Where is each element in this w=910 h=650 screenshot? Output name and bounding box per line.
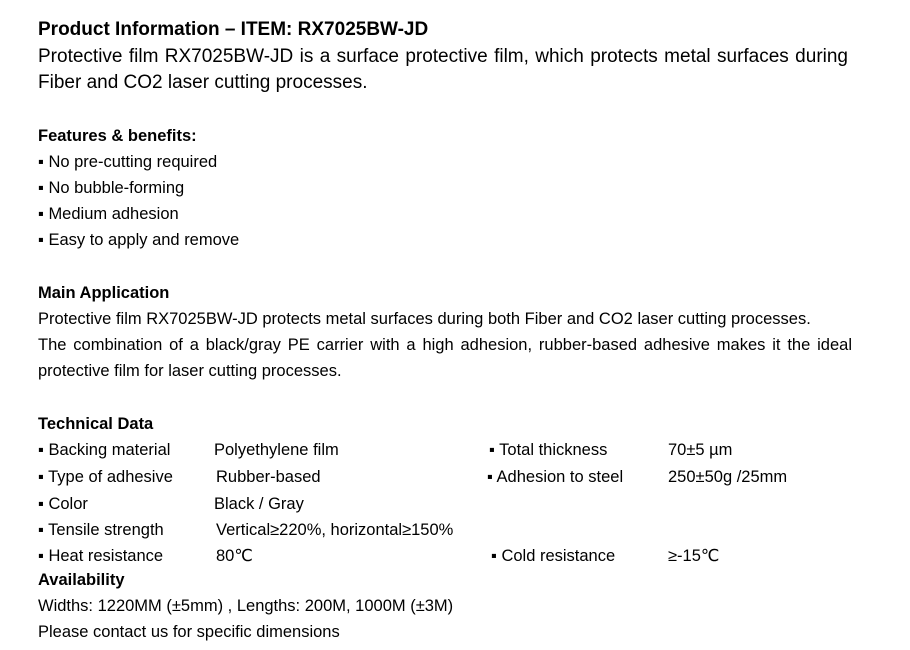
page-title: Product Information – ITEM: RX7025BW-JD: [38, 19, 429, 40]
spec-label: ▪ Color: [38, 491, 88, 517]
technical-data-heading: Technical Data: [38, 415, 154, 433]
spec-label: ▪ Tensile strength: [38, 517, 164, 543]
spec-value: 70±5 µm: [668, 441, 733, 459]
technical-data-table: [38, 437, 848, 567]
availability-contact: Please contact us for specific dimensions: [38, 623, 340, 641]
spec-value: 80℃: [216, 547, 253, 565]
spec-value: Polyethylene film: [214, 441, 339, 459]
product-document: [38, 18, 852, 645]
feature-item: ▪ Medium adhesion: [38, 201, 848, 227]
spec-label: ▪ Adhesion to steel: [487, 464, 623, 490]
main-application-line: Protective film RX7025BW-JD protects metal surfaces during both Fiber and CO2 laser cutting processes.: [38, 310, 811, 328]
spec-value: Black / Gray: [214, 495, 304, 513]
availability-heading: Availability: [38, 571, 125, 589]
features-list: [38, 149, 848, 253]
features-heading: Features & benefits:: [38, 127, 197, 145]
intro-paragraph: Protective film RX7025BW-JD is a surface protective film, which protects metal surfaces during Fiber and CO2 laser cutting processes.: [38, 46, 848, 93]
spec-label: ▪ Heat resistance: [38, 543, 163, 569]
spec-value: Vertical≥220%, horizontal≥150%: [216, 521, 454, 539]
spec-label: ▪ Type of adhesive: [38, 464, 173, 490]
feature-item: ▪ No pre-cutting required: [38, 149, 848, 175]
spec-label: ▪ Total thickness: [489, 437, 607, 463]
spec-label: ▪ Backing material: [38, 437, 170, 463]
feature-item: ▪ No bubble-forming: [38, 175, 848, 201]
spec-label: ▪ Cold resistance: [491, 543, 615, 569]
feature-item: ▪ Easy to apply and remove: [38, 227, 848, 253]
main-application-heading: Main Application: [38, 284, 170, 302]
spec-value: ≥-15℃: [668, 547, 720, 565]
main-application-paragraph: The combination of a black/gray PE carrier with a high adhesion, rubber-based adhesive makes it the ideal protective film for laser cutting processes.: [38, 336, 852, 380]
availability-dimensions: Widths: 1220MM (±5mm) , Lengths: 200M, 1000M (±3M): [38, 597, 454, 615]
spec-value: Rubber-based: [216, 468, 321, 486]
spec-value: 250±50g /25mm: [668, 468, 788, 486]
